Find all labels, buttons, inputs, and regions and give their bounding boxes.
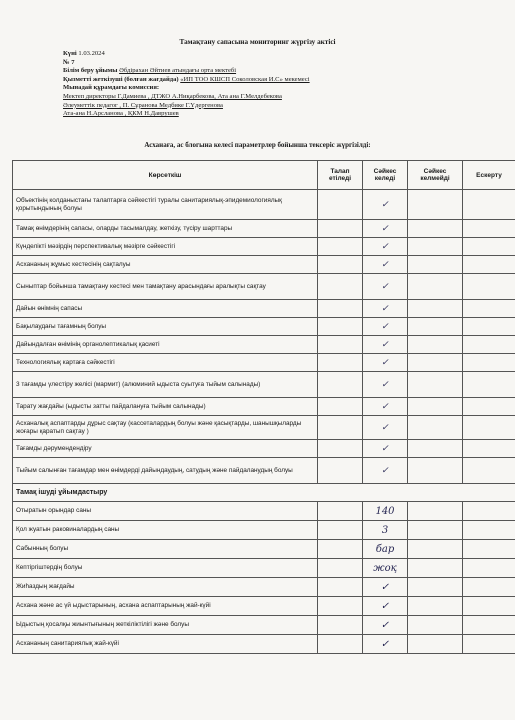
criteria-cell: Ыдыстың қосалқы жиынтығының жеткіліктілігі және болуы [13,616,318,635]
noncompliant-cell [408,578,463,597]
required-cell [318,398,363,416]
required-cell [318,318,363,336]
required-cell [318,616,363,635]
table-row [13,256,515,274]
note-cell [463,458,515,484]
table-row [13,635,515,654]
compliant-checkmark: ✓ [363,190,408,220]
table-row [13,597,515,616]
note-cell [463,440,515,458]
required-cell [318,540,363,559]
required-cell [318,635,363,654]
criteria-cell: 3 тағамды үлестіру желісі (мармит) (алюминий ыдыста суытуға тыйым салынады) [13,372,318,398]
compliant-checkmark: ✓ [363,354,408,372]
note-cell [463,274,515,300]
school-label: Білім беру ұйымы [63,67,118,75]
commission-label: Мынадай құрамдағы комиссия: [63,84,160,92]
handwritten-value: бар [363,540,408,559]
noncompliant-cell [408,458,463,484]
header-compliant: Сәйкес келеді [363,161,408,190]
document-meta [63,50,503,119]
table-row [13,616,515,635]
note-cell [463,540,515,559]
note-cell [463,502,515,521]
required-cell [318,597,363,616]
required-cell [318,256,363,274]
handwritten-value: жоқ [363,559,408,578]
note-cell [463,300,515,318]
handwritten-value: ✓ [363,635,408,654]
table-row [13,458,515,484]
required-cell [318,416,363,440]
school-value: Әбдірахан Әйтиев атындағы орта мектебі [119,67,237,75]
handwritten-value: ✓ [363,616,408,635]
criteria-cell: Отыратын орындар саны [13,502,318,521]
criteria-cell: Бақылаудағы тағамның болуы [13,318,318,336]
note-cell [463,354,515,372]
noncompliant-cell [408,440,463,458]
noncompliant-cell [408,398,463,416]
header-criteria: Көрсеткіш [13,161,318,190]
commission-line: Ата-ана Н.Арсланова , ҚКМ Н.Даврушев [63,110,179,118]
criteria-cell: Кептіргіштердің болуы [13,559,318,578]
date-row [63,50,503,59]
handwritten-value: ✓ [363,597,408,616]
noncompliant-cell [408,354,463,372]
noncompliant-cell [408,502,463,521]
supplier-row [63,76,503,85]
compliant-checkmark: ✓ [363,318,408,336]
table-row [13,220,515,238]
noncompliant-cell [408,300,463,318]
required-cell [318,502,363,521]
criteria-cell: Технологиялық картаға сәйкестігі [13,354,318,372]
supplier-label: Қызметті жеткізуші (болған жағдайда) [63,75,179,83]
table-subtitle: Асханаға, ас блогына келесі параметрлер бойынша тексеріс жүргізілді: [144,141,371,149]
noncompliant-cell [408,616,463,635]
noncompliant-cell [408,635,463,654]
table-row [13,354,515,372]
note-cell [463,398,515,416]
criteria-cell: Объектінің колданыстағы талаптарға сәйкестігі туралы санитариялық-эпидемиологиялық қорытындының болуы [13,190,318,220]
criteria-cell: Сыныптар бойынша тамақтану кестесі мен тамақтану арасындағы аралықты сақтау [13,274,318,300]
date-value: 1.03.2024 [78,50,105,57]
noncompliant-cell [408,274,463,300]
table-row [13,372,515,398]
noncompliant-cell [408,238,463,256]
criteria-cell: Асханалық аспаптарды дұрыс сақтау (кассеталардың болуы және қасықтарды, шанышқыларды жоғары қаратып сақтау ) [13,416,318,440]
date-label: Күні [63,50,77,57]
compliant-checkmark: ✓ [363,398,408,416]
noncompliant-cell [408,220,463,238]
table-row [13,559,515,578]
compliant-checkmark: ✓ [363,300,408,318]
act-number: № 7 [63,58,75,66]
noncompliant-cell [408,540,463,559]
note-cell [463,256,515,274]
table-row [13,274,515,300]
noncompliant-cell [408,597,463,616]
noncompliant-cell [408,559,463,578]
note-cell [463,336,515,354]
required-cell [318,521,363,540]
table-header-row [13,161,515,190]
criteria-cell: Тыйым салынған тағамдар мен өнімдерді дайындаудың, сатудың және пайдаланудың болуы [13,458,318,484]
compliant-checkmark: ✓ [363,274,408,300]
noncompliant-cell [408,521,463,540]
compliant-checkmark: ✓ [363,238,408,256]
table-row [13,440,515,458]
table-row [13,502,515,521]
supplier-value: «ИП ТОО КШСП Соколовская И.С» мекемесі [180,75,310,83]
criteria-cell: Асхана және ас үй ыдыстарының, асхана аспаптарының жай-күйі [13,597,318,616]
note-cell [463,238,515,256]
noncompliant-cell [408,256,463,274]
note-cell [463,416,515,440]
note-cell [463,220,515,238]
criteria-cell: Тағамды дәрумендендіру [13,440,318,458]
header-noncompliant: Сәйкес келмейді [408,161,463,190]
table-row [13,416,515,440]
note-cell [463,616,515,635]
required-cell [318,238,363,256]
table-row [13,190,515,220]
criteria-cell: Дайындалған өнімінің органолептикалық қасиеті [13,336,318,354]
table-row [13,238,515,256]
required-cell [318,220,363,238]
criteria-cell: Күнделікті мәзірдің перспективалық мәзірге сәйкестігі [13,238,318,256]
required-cell [318,190,363,220]
monitoring-table [12,160,515,654]
required-cell [318,440,363,458]
table-row [13,318,515,336]
commission-line: Мектеп директоры Г.Дамиева , ДТЖО А.Ниқарбекова, Ата ана Г.Мелдебекова [63,92,282,100]
section-header-row [13,484,515,502]
required-cell [318,578,363,597]
required-cell [318,300,363,318]
noncompliant-cell [408,416,463,440]
criteria-cell: Асхананың жұмыс кестесінің сақталуы [13,256,318,274]
criteria-cell: Сабынның болуы [13,540,318,559]
criteria-cell: Жиһаздың жағдайы [13,578,318,597]
note-cell [463,521,515,540]
compliant-checkmark: ✓ [363,220,408,238]
note-cell [463,635,515,654]
table-row [13,398,515,416]
compliant-checkmark: ✓ [363,336,408,354]
criteria-cell: Тарату жағдайы (ыдысты затты пайдалануға тыйым салынады) [13,398,318,416]
required-cell [318,274,363,300]
commission-line: Әлеуметтік педагог , П. Сұранова Медбике Г.Үдергенова [63,101,223,109]
note-cell [463,190,515,220]
noncompliant-cell [408,336,463,354]
header-required: Талап етіледі [318,161,363,190]
noncompliant-cell [408,190,463,220]
table-row [13,540,515,559]
compliant-checkmark: ✓ [363,458,408,484]
required-cell [318,458,363,484]
noncompliant-cell [408,318,463,336]
compliant-checkmark: ✓ [363,256,408,274]
note-cell [463,597,515,616]
note-cell [463,372,515,398]
required-cell [318,354,363,372]
handwritten-value: 140 [363,502,408,521]
table-row [13,578,515,597]
table-row [13,521,515,540]
table-row [13,300,515,318]
note-cell [463,578,515,597]
document-title: Тамақтану сапасына мониторинг жүргізу актісі [179,38,336,46]
header-note: Ескерту [463,161,515,190]
compliant-checkmark: ✓ [363,440,408,458]
criteria-cell: Тамақ өнімдерінің сапасы, оларды тасымалдау, жеткізу, түсіру шарттары [13,220,318,238]
school-row [63,67,503,76]
handwritten-value: 3 [363,521,408,540]
handwritten-value: ✓ [363,578,408,597]
section-title: Тамақ ішуді ұйымдастыру [13,484,515,502]
criteria-cell: Дайын өнімнің сапасы [13,300,318,318]
required-cell [318,559,363,578]
note-cell [463,559,515,578]
table-row [13,336,515,354]
criteria-cell: Қол жуатын раковиналардың саны [13,521,318,540]
required-cell [318,336,363,354]
compliant-checkmark: ✓ [363,372,408,398]
compliant-checkmark: ✓ [363,416,408,440]
note-cell [463,318,515,336]
required-cell [318,372,363,398]
noncompliant-cell [408,372,463,398]
criteria-cell: Асхананың санитариялық жай-күйі [13,635,318,654]
